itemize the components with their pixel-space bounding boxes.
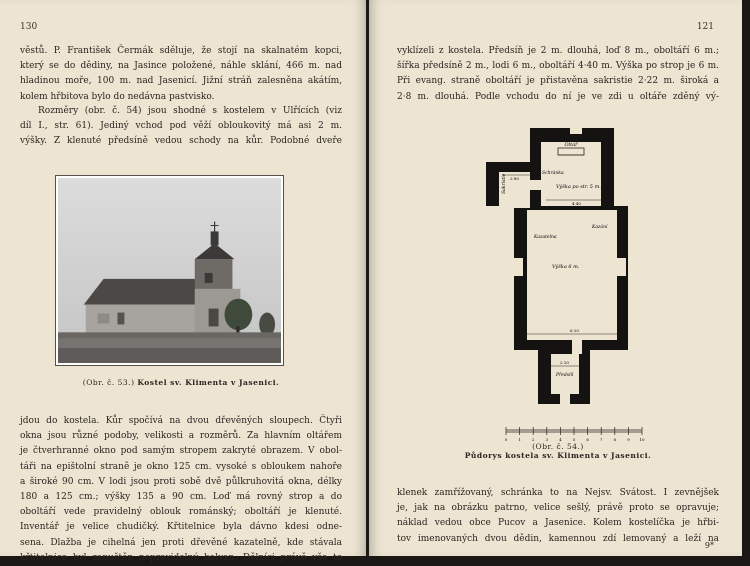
scale-digit: 10	[639, 437, 645, 442]
plan-label-predsin: Předsíň	[556, 373, 574, 378]
text-line: a široké 90 cm. V lodi jsou proti sobě dvě půlkruhovitá okna, délky	[20, 476, 342, 487]
scale-digit: 1	[518, 437, 521, 442]
left-paragraph-1	[20, 44, 342, 105]
plan-label-vyska-oboltari: Výška po str. 5 m.	[556, 184, 601, 190]
plan-label-kazatelna: Kazatelna	[534, 235, 557, 240]
scale-digit: 5	[572, 437, 576, 442]
plan-label-sakristie: Sakristie	[502, 173, 507, 194]
caption-prefix: (Obr. č. 54.)	[532, 442, 584, 451]
text-line: díl I., str. 61). Jediný vchod pod věží obloukovitý má asi 2 m.	[20, 121, 342, 132]
text-line: sena. Dlažba je cihelná jen proti dřevěné kazatelně, kde stávala	[20, 537, 342, 548]
scale-digit: 3	[545, 437, 549, 442]
plan-dim-sakristie: 2·80	[510, 176, 519, 181]
text-line: jdou do kostela. Kůr spočívá na dvou dřevěných sloupech. Čtyři	[20, 416, 342, 426]
text-line: klenek zamřížovaný, schránka to na Nejsv. Svátost. I zevnějšek	[397, 488, 719, 498]
text-line: náklad vedou obce Pucov a Jasenice. Kolem kostelíčka je hřbi-	[397, 518, 719, 529]
left-paragraph-2	[20, 104, 342, 150]
scale-digit: 4	[559, 437, 562, 442]
plan-dim-predsin: 2·20	[560, 360, 569, 365]
caption-title: Kostel sv. Klimenta v Jasenici.	[137, 378, 280, 387]
text-line: 2·8 m. dlouhá. Podle vchodu do ní je ve zdi u oltáře zděný vý-	[397, 91, 719, 102]
page-number-left: 130	[20, 22, 38, 32]
text-line: šířka předsíně 2 m., lodi 6 m., oboltáří 4·40 m. Výška po strop je 6 m.	[397, 61, 719, 72]
plan-label-oltar: Oltář	[564, 142, 578, 148]
right-paragraph-2	[397, 486, 719, 547]
figure-caption-53	[20, 378, 342, 387]
scale-bar	[504, 424, 644, 442]
caption-title: Půdorys kostela sv. Klimenta v Jasenici.	[464, 451, 652, 460]
scale-digit: 2	[531, 437, 535, 442]
floor-plan	[486, 128, 630, 408]
text-line: křtitelnice byl zapuštěn nepravidelný balvan. Dělníci právě vše to	[20, 552, 342, 563]
text-line: je čtverhranné okno pod samým stropem zakryté obrazem. V obol-	[20, 446, 342, 457]
plan-label-schranka: Schránka	[542, 171, 564, 176]
scale-digit: 9	[627, 437, 630, 442]
scale-digit: 6	[586, 437, 589, 442]
plan-dim-oboltari: 4·40	[572, 201, 581, 206]
church-photograph	[55, 175, 284, 366]
text-line: hladinou moře, 100 m. nad Jasenicí. Jižní stráň zalesněna akátím,	[20, 76, 342, 87]
text-line: Inventář je velice chudičký. Křtitelnice byla dávno kdesi odne-	[20, 522, 342, 533]
text-line: výšky. Z klenuté předsíně vedou schody na kůr. Podobné dveře	[20, 136, 342, 147]
page-number-right: 121	[696, 22, 714, 32]
text-line: věstů. P. František Čermák sděluje, že stojí na skalnatém kopci,	[20, 46, 342, 56]
text-line: je, jak na obrázku patrno, velice sešlý, právě proto se opravuje;	[397, 503, 719, 514]
caption-prefix: (Obr. č. 53.)	[82, 378, 135, 387]
signature-mark: 9*	[704, 541, 714, 550]
plan-label-kazani: Kazání	[592, 225, 608, 230]
text-line: Při evang. straně oboltáří je přistavěna sakristie 2·22 m. široká a	[397, 76, 719, 87]
text-line: oboltáří vede pravidelný oblouk románský; oboltáří je klenuté.	[20, 507, 342, 518]
text-line: kolem hřbitova bylo do nedávna pastvisko.	[20, 91, 215, 102]
text-line: 180 a 125 cm.; výšky 135 a 90 cm. Loď má rovný strop a do	[20, 492, 342, 503]
plan-label-vyska-lodi: Výška 6 m.	[552, 264, 580, 270]
text-line: táři na epištolní straně je okno 125 cm. vysoké s obloukem nahoře	[20, 461, 342, 472]
scale-digit: 8	[613, 437, 617, 442]
left-paragraph-3	[20, 414, 342, 566]
text-line: okna jsou různé podoby, velikosti a rozměrů. Za hlavním oltářem	[20, 431, 342, 442]
text-line: Rozměry (obr. č. 54) jsou shodné s kostelem v Ulřících (viz	[38, 106, 342, 116]
text-line: tov imenovaných dvou dědin, kamennou zdí lemovaný a leží na	[397, 533, 719, 544]
scale-digit: 0	[504, 437, 508, 442]
text-line: který se do dědiny, na Jasince položené, náhle sklání, 466 m. nad	[20, 61, 342, 72]
figure-caption-54	[397, 442, 719, 460]
scale-digit: 7	[599, 437, 603, 442]
text-line: vyklízeli z kostela. Předsíň je 2 m. dlouhá, loď 8 m., oboltáří 6 m.;	[397, 46, 719, 56]
right-paragraph-1	[397, 44, 719, 105]
plan-dim-lod: 6·20	[570, 328, 579, 333]
